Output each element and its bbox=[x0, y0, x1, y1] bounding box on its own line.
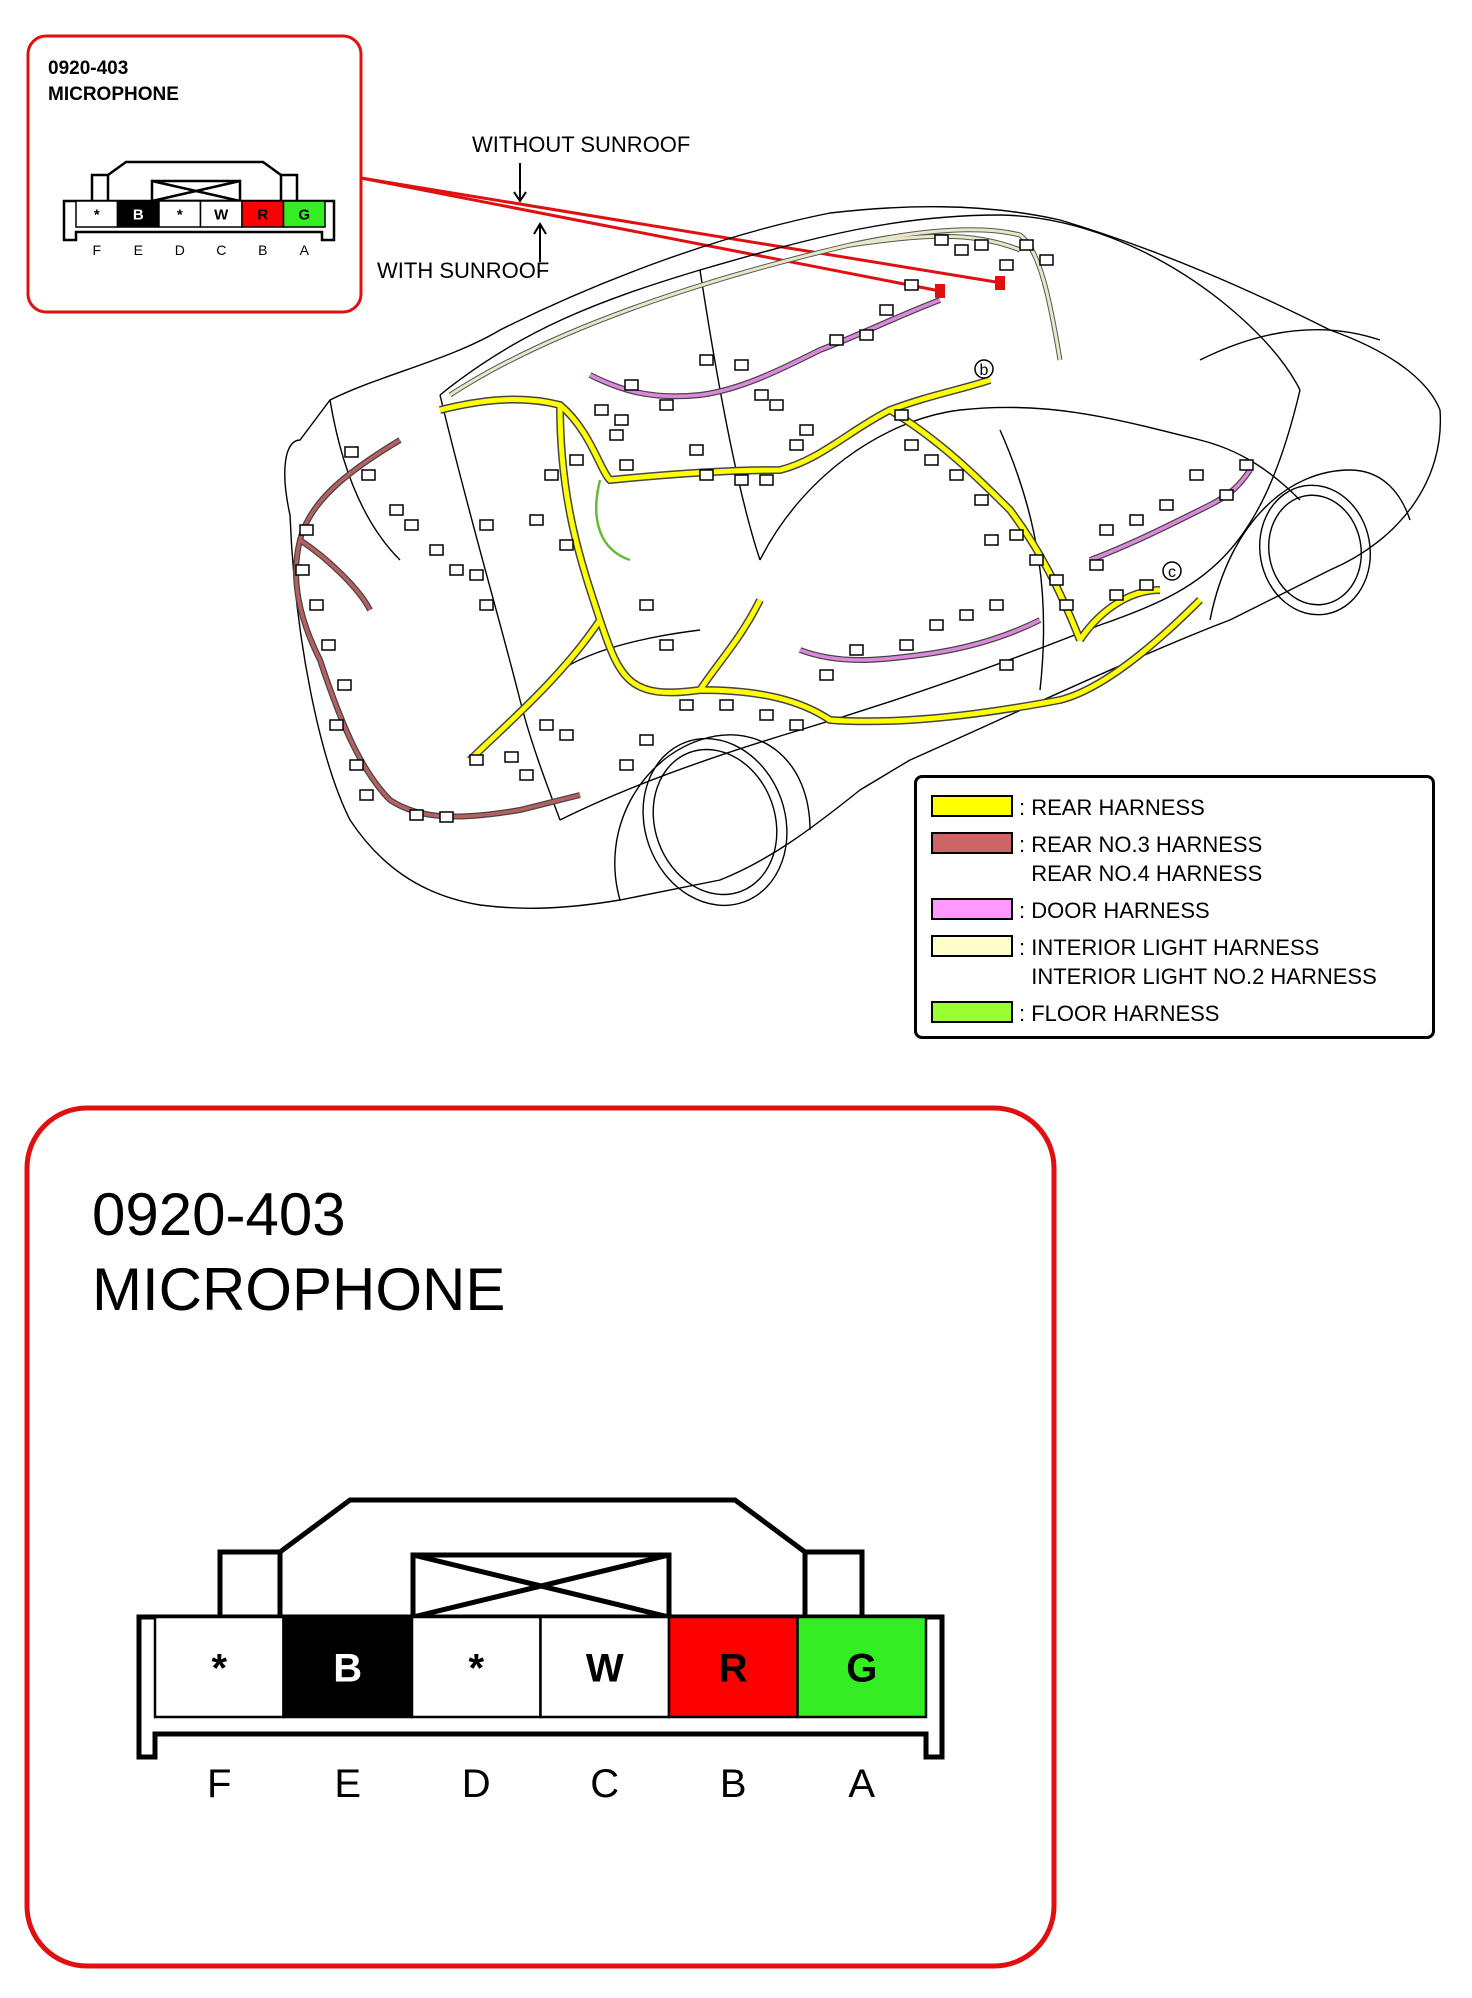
harness-connector bbox=[440, 812, 453, 822]
harness-connector bbox=[530, 515, 543, 525]
harness-connector bbox=[338, 680, 351, 690]
large-pin-c-wire-label: W bbox=[585, 1646, 624, 1691]
harness-connector bbox=[625, 380, 638, 390]
large-pin-letter: A bbox=[848, 1762, 876, 1806]
point-c-label: c bbox=[1168, 564, 1176, 581]
harness-connector bbox=[390, 505, 403, 515]
harness-connector bbox=[660, 400, 673, 410]
harness-connector bbox=[480, 600, 493, 610]
point-b-label: b bbox=[979, 362, 989, 379]
harness-connector bbox=[930, 620, 943, 630]
legend-item-door-harness bbox=[931, 896, 1210, 925]
harness-connector bbox=[985, 535, 998, 545]
harness-connector bbox=[830, 335, 843, 345]
harness-connector bbox=[760, 475, 773, 485]
harness-connector bbox=[615, 415, 628, 425]
harness-connector bbox=[975, 495, 988, 505]
harness-connector bbox=[1030, 555, 1043, 565]
harness-connector bbox=[545, 470, 558, 480]
harness-connector bbox=[1020, 240, 1033, 250]
harness-connector bbox=[640, 600, 653, 610]
harness-connector bbox=[1130, 515, 1143, 525]
harness-connector bbox=[1160, 500, 1173, 510]
harness-connector bbox=[905, 440, 918, 450]
harness-connector bbox=[620, 760, 633, 770]
legend-label: : REAR NO.3 HARNESS REAR NO.4 HARNESS bbox=[1019, 832, 1263, 886]
harness-connector bbox=[1240, 460, 1253, 470]
harness-connector bbox=[1090, 560, 1103, 570]
harness-connector bbox=[560, 540, 573, 550]
harness-connector bbox=[520, 770, 533, 780]
harness-connector bbox=[470, 570, 483, 580]
floor-harness-swatch bbox=[931, 1001, 1013, 1023]
harness-connector bbox=[925, 455, 938, 465]
harness-connector bbox=[735, 475, 748, 485]
harness-connector bbox=[1220, 490, 1233, 500]
harness-connector bbox=[900, 640, 913, 650]
small-pin-letter: D bbox=[174, 242, 185, 258]
harness-connector bbox=[975, 240, 988, 250]
small-pin-letter: F bbox=[92, 242, 102, 258]
harness-connector bbox=[360, 790, 373, 800]
harness-connector bbox=[905, 280, 918, 290]
large-pin-e-wire-label: B bbox=[333, 1646, 363, 1691]
harness-connector bbox=[1190, 470, 1203, 480]
harness-connector bbox=[895, 410, 908, 420]
harness-connector bbox=[960, 610, 973, 620]
harness-connector bbox=[1000, 660, 1013, 670]
rear-harness-outline bbox=[440, 380, 1200, 760]
harness-connector bbox=[1140, 580, 1153, 590]
harness-connector bbox=[296, 565, 309, 575]
harness-connector bbox=[1050, 575, 1063, 585]
harness-connector bbox=[430, 545, 443, 555]
harness-connector bbox=[300, 525, 313, 535]
harness-connector bbox=[800, 425, 813, 435]
large-pin-letter: E bbox=[334, 1762, 362, 1806]
harness-connector bbox=[820, 670, 833, 680]
small-pin-d-wire-label: * bbox=[176, 206, 183, 224]
large-pin-b-wire-label: R bbox=[718, 1646, 748, 1691]
harness-connector bbox=[1100, 525, 1113, 535]
harness-connector bbox=[680, 700, 693, 710]
legend-label: : INTERIOR LIGHT HARNESS INTERIOR LIGHT NO.2 HARNESS bbox=[1019, 935, 1377, 989]
large-connector-name: MICROPHONE bbox=[92, 1256, 506, 1323]
harness-connector bbox=[570, 455, 583, 465]
point-b-marker bbox=[975, 360, 993, 379]
small-pin-f-wire-label: * bbox=[93, 206, 100, 224]
harness-connector bbox=[660, 640, 673, 650]
legend-label: : FLOOR HARNESS bbox=[1019, 1001, 1220, 1026]
legend-item-interior-light-harness bbox=[931, 933, 1377, 991]
large-pin-letter: D bbox=[461, 1762, 491, 1806]
harness-connector bbox=[405, 520, 418, 530]
floor-harness bbox=[596, 480, 630, 560]
harness-connector bbox=[310, 600, 323, 610]
harness-connector bbox=[1000, 260, 1013, 270]
harness-connector bbox=[1110, 590, 1123, 600]
harness-connector bbox=[540, 720, 553, 730]
harness-connector bbox=[595, 405, 608, 415]
harness-connector bbox=[935, 235, 948, 245]
harness-connector bbox=[720, 700, 733, 710]
harness-connector bbox=[450, 565, 463, 575]
harness-connector bbox=[362, 470, 375, 480]
harness-connector bbox=[1060, 600, 1073, 610]
legend-item-floor-harness bbox=[931, 999, 1219, 1028]
harness-connector bbox=[470, 755, 483, 765]
harness-connector bbox=[700, 470, 713, 480]
harness-connector bbox=[770, 400, 783, 410]
harness-connector bbox=[790, 720, 803, 730]
large-pin-letter: B bbox=[719, 1762, 747, 1806]
door-harness-swatch bbox=[931, 898, 1013, 920]
large-pin-letter: F bbox=[207, 1762, 232, 1806]
harness-connector bbox=[345, 447, 358, 457]
small-pin-letter: A bbox=[299, 242, 309, 258]
without-sunroof-label: WITHOUT SUNROOF bbox=[472, 132, 691, 157]
large-pin-a-wire-label: G bbox=[846, 1646, 878, 1691]
harness-connector bbox=[330, 720, 343, 730]
harness-connector bbox=[755, 390, 768, 400]
small-pin-letter: B bbox=[258, 242, 268, 258]
rear-no3-harness-outline bbox=[296, 440, 580, 817]
harness-connector bbox=[410, 810, 423, 820]
small-pin-e-wire-label: B bbox=[132, 206, 144, 224]
small-pin-letter: C bbox=[216, 242, 227, 258]
interior-light-harness-swatch bbox=[931, 935, 1013, 957]
small-connector-name: MICROPHONE bbox=[48, 84, 179, 105]
small-pin-letter: E bbox=[133, 242, 143, 258]
legend-label: : DOOR HARNESS bbox=[1019, 898, 1210, 923]
rear-harness bbox=[440, 380, 1200, 760]
harness-connector bbox=[1040, 255, 1053, 265]
harness-connector bbox=[620, 460, 633, 470]
legend-item-rear-harness bbox=[931, 793, 1205, 822]
harness-connector bbox=[350, 760, 363, 770]
harness-connector bbox=[850, 645, 863, 655]
harness-connector bbox=[735, 360, 748, 370]
large-pin-letter: C bbox=[590, 1762, 620, 1806]
harness-connector bbox=[950, 470, 963, 480]
point-c-marker bbox=[1163, 562, 1181, 581]
with-sunroof-label: WITH SUNROOF bbox=[377, 258, 550, 283]
small-pin-b-wire-label: R bbox=[257, 206, 269, 224]
rear-harness-swatch bbox=[931, 795, 1013, 817]
harness-connector bbox=[880, 305, 893, 315]
small-pin-a-wire-label: G bbox=[298, 206, 311, 224]
harness-connector bbox=[560, 730, 573, 740]
rear-no3-harness-swatch bbox=[931, 832, 1013, 854]
rear-no3-harness bbox=[296, 440, 580, 817]
small-connector-code: 0920-403 bbox=[48, 58, 129, 79]
harness-legend bbox=[914, 775, 1435, 1039]
harness-connector bbox=[480, 520, 493, 530]
harness-connector bbox=[760, 710, 773, 720]
large-pin-f-wire-label: * bbox=[211, 1646, 228, 1691]
legend-item-rear-no3-harness bbox=[931, 830, 1262, 888]
harness-connector bbox=[690, 445, 703, 455]
harness-connector bbox=[505, 752, 518, 762]
legend-label: : REAR HARNESS bbox=[1019, 795, 1205, 820]
large-connector-code: 0920-403 bbox=[92, 1181, 346, 1248]
harness-connector bbox=[610, 430, 623, 440]
harness-connector bbox=[990, 600, 1003, 610]
harness-connector bbox=[955, 245, 968, 255]
harness-connector bbox=[860, 330, 873, 340]
harness-connectors bbox=[296, 235, 1253, 822]
harness-connector bbox=[1010, 530, 1023, 540]
harness-connector bbox=[640, 735, 653, 745]
harness-connector bbox=[790, 440, 803, 450]
harness-connector bbox=[700, 355, 713, 365]
small-pin-c-wire-label: W bbox=[214, 206, 229, 224]
harness-connector bbox=[322, 640, 335, 650]
large-pin-d-wire-label: * bbox=[468, 1646, 485, 1691]
